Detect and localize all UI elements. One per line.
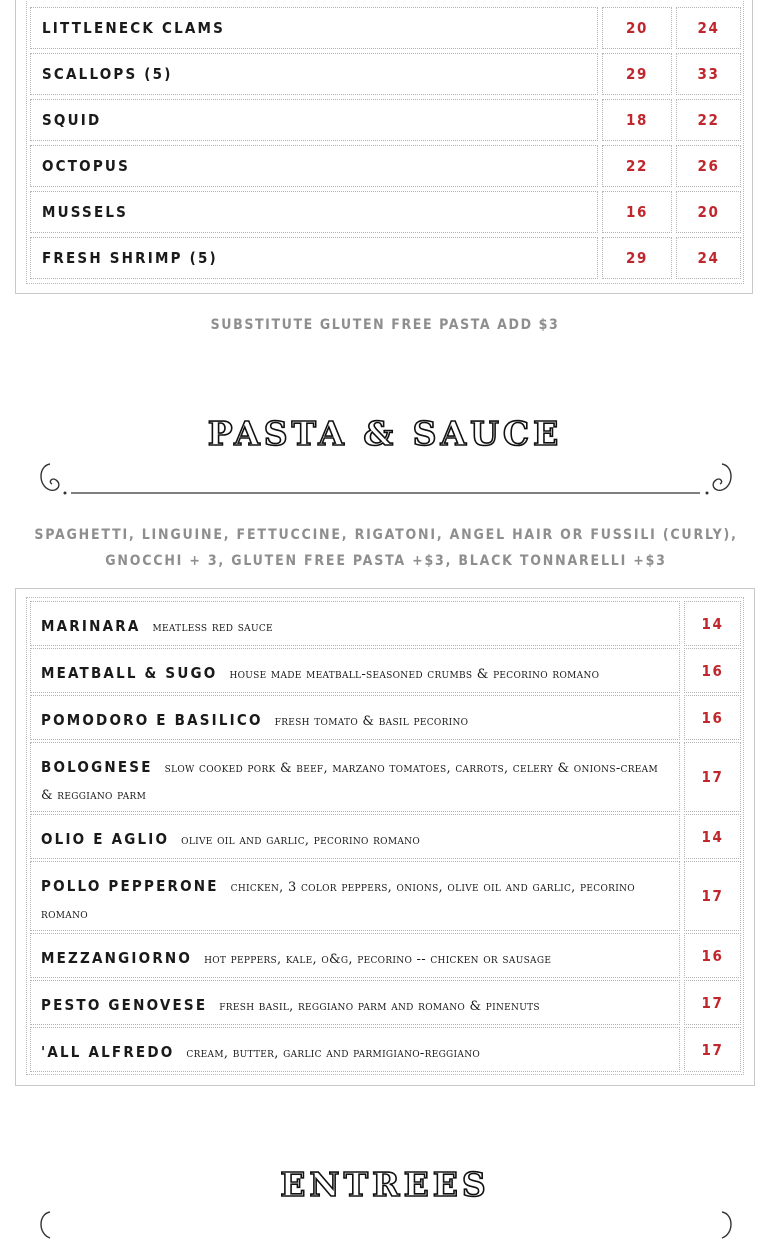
ornamental-divider [36, 458, 736, 498]
item-description: house made meatball-seasoned crumbs & pecorino romano [229, 667, 600, 682]
section-title-pasta: PASTA & SAUCE [207, 414, 563, 453]
item-name: FRESH SHRIMP (5) [42, 249, 218, 267]
item-name: MUSSELS [42, 203, 129, 221]
price-cell [602, 191, 672, 233]
table-row [30, 191, 741, 233]
item-description-cell [30, 861, 680, 931]
item-price: 14 [701, 614, 724, 633]
item-name: MEATBALL & SUGO [41, 664, 218, 682]
item-description-cell [30, 742, 680, 812]
item-price: 16 [626, 203, 648, 221]
item-name-cell [30, 53, 598, 95]
table-row [30, 814, 741, 859]
price-cell [684, 601, 741, 646]
table-row [30, 648, 741, 693]
item-description: fresh tomato & basil pecorino [274, 714, 469, 729]
item-price: 16 [701, 946, 724, 965]
price-cell [602, 145, 672, 187]
item-description: cream, butter, garlic and parmigiano-reggiano [186, 1046, 481, 1061]
item-description-cell [30, 648, 680, 693]
price-cell [684, 1027, 741, 1072]
price-cell [676, 237, 741, 279]
price-cell [676, 145, 741, 187]
item-price: 22 [626, 157, 648, 175]
item-name: PESTO GENOVESE [41, 996, 208, 1014]
item-price: 16 [701, 661, 724, 680]
price-cell [684, 695, 741, 740]
table-row [30, 742, 741, 812]
price-cell [602, 7, 672, 49]
item-name: POMODORO E BASILICO [41, 711, 263, 729]
price-cell [676, 191, 741, 233]
price-cell [602, 99, 672, 141]
item-description-cell [30, 980, 680, 1025]
item-name-cell [30, 99, 598, 141]
item-price: 17 [701, 1040, 724, 1059]
item-description: slow cooked pork & beef, marzano tomatoes, carrots, celery & onions-cream & reggiano parm [41, 761, 658, 803]
table-row [30, 53, 741, 95]
table-row [30, 980, 741, 1025]
item-price: 29 [626, 65, 648, 83]
ornamental-divider [36, 1206, 736, 1246]
item-description: olive oil and garlic, pecorino romano [181, 833, 421, 848]
table-row [30, 601, 741, 646]
table-row [30, 861, 741, 931]
item-name: OCTOPUS [42, 157, 131, 175]
table-row [30, 933, 741, 978]
item-price: 16 [701, 708, 724, 727]
item-description-cell [30, 814, 680, 859]
price-cell [676, 53, 741, 95]
gluten-free-note: SUBSTITUTE GLUTEN FREE PASTA ADD $3 [210, 317, 560, 333]
item-price: 24 [697, 19, 720, 37]
item-description: chicken, 3 color peppers, onions, olive oil and garlic, pecorino romano [41, 880, 635, 922]
item-name: OLIO E AGLIO [41, 830, 170, 848]
item-price: 22 [697, 111, 720, 129]
item-name-cell [30, 145, 598, 187]
item-price: 17 [701, 768, 724, 786]
item-price: 17 [701, 993, 724, 1012]
table-row [30, 237, 741, 279]
pasta-types-list: SPAGHETTI, LINGUINE, FETTUCCINE, RIGATONI, ANGEL HAIR OR FUSSILI (CURLY), GNOCCHI + 3, GLUTEN FREE PASTA +$3, BLACK TONNARELLI +$3 [34, 527, 738, 569]
price-cell [602, 237, 672, 279]
item-price: 24 [697, 249, 720, 267]
price-cell [684, 814, 741, 859]
item-description-cell [30, 601, 680, 646]
item-price: 17 [701, 887, 724, 905]
item-price: 18 [626, 111, 648, 129]
price-cell [684, 861, 741, 931]
price-cell [684, 742, 741, 812]
item-price: 20 [697, 203, 720, 221]
price-cell [684, 933, 741, 978]
table-row [30, 695, 741, 740]
item-name: BOLOGNESE [41, 758, 153, 776]
item-price: 33 [697, 65, 720, 83]
item-name-cell [30, 7, 598, 49]
item-name: MARINARA [41, 617, 141, 635]
table-row [30, 99, 741, 141]
item-description: hot peppers, kale, o&g, pecorino -- chicken or sausage [204, 952, 552, 967]
price-cell [684, 980, 741, 1025]
table-row [30, 145, 741, 187]
price-cell [602, 53, 672, 95]
item-description-cell [30, 695, 680, 740]
section-title-entrees: ENTREES [280, 1165, 490, 1204]
item-name: LITTLENECK CLAMS [42, 19, 226, 37]
item-price: 26 [697, 157, 720, 175]
item-price: 29 [626, 249, 648, 267]
item-description-cell [30, 1027, 680, 1072]
item-name: SCALLOPS (5) [42, 65, 173, 83]
price-cell [676, 99, 741, 141]
item-name: 'ALL ALFREDO [41, 1043, 175, 1061]
item-price: 20 [626, 19, 648, 37]
price-cell [684, 648, 741, 693]
table-row [30, 1027, 741, 1072]
item-name-cell [30, 237, 598, 279]
item-description-cell [30, 933, 680, 978]
item-name: MEZZANGIORNO [41, 949, 193, 967]
item-description: fresh basil, reggiano parm and romano & pinenuts [219, 999, 540, 1014]
table-row [30, 7, 741, 49]
item-name-cell [30, 191, 598, 233]
price-cell [676, 7, 741, 49]
item-description: meatless red sauce [152, 620, 273, 635]
item-name: POLLO PEPPERONE [41, 877, 219, 895]
item-price: 14 [701, 827, 724, 846]
item-name: SQUID [42, 111, 102, 129]
